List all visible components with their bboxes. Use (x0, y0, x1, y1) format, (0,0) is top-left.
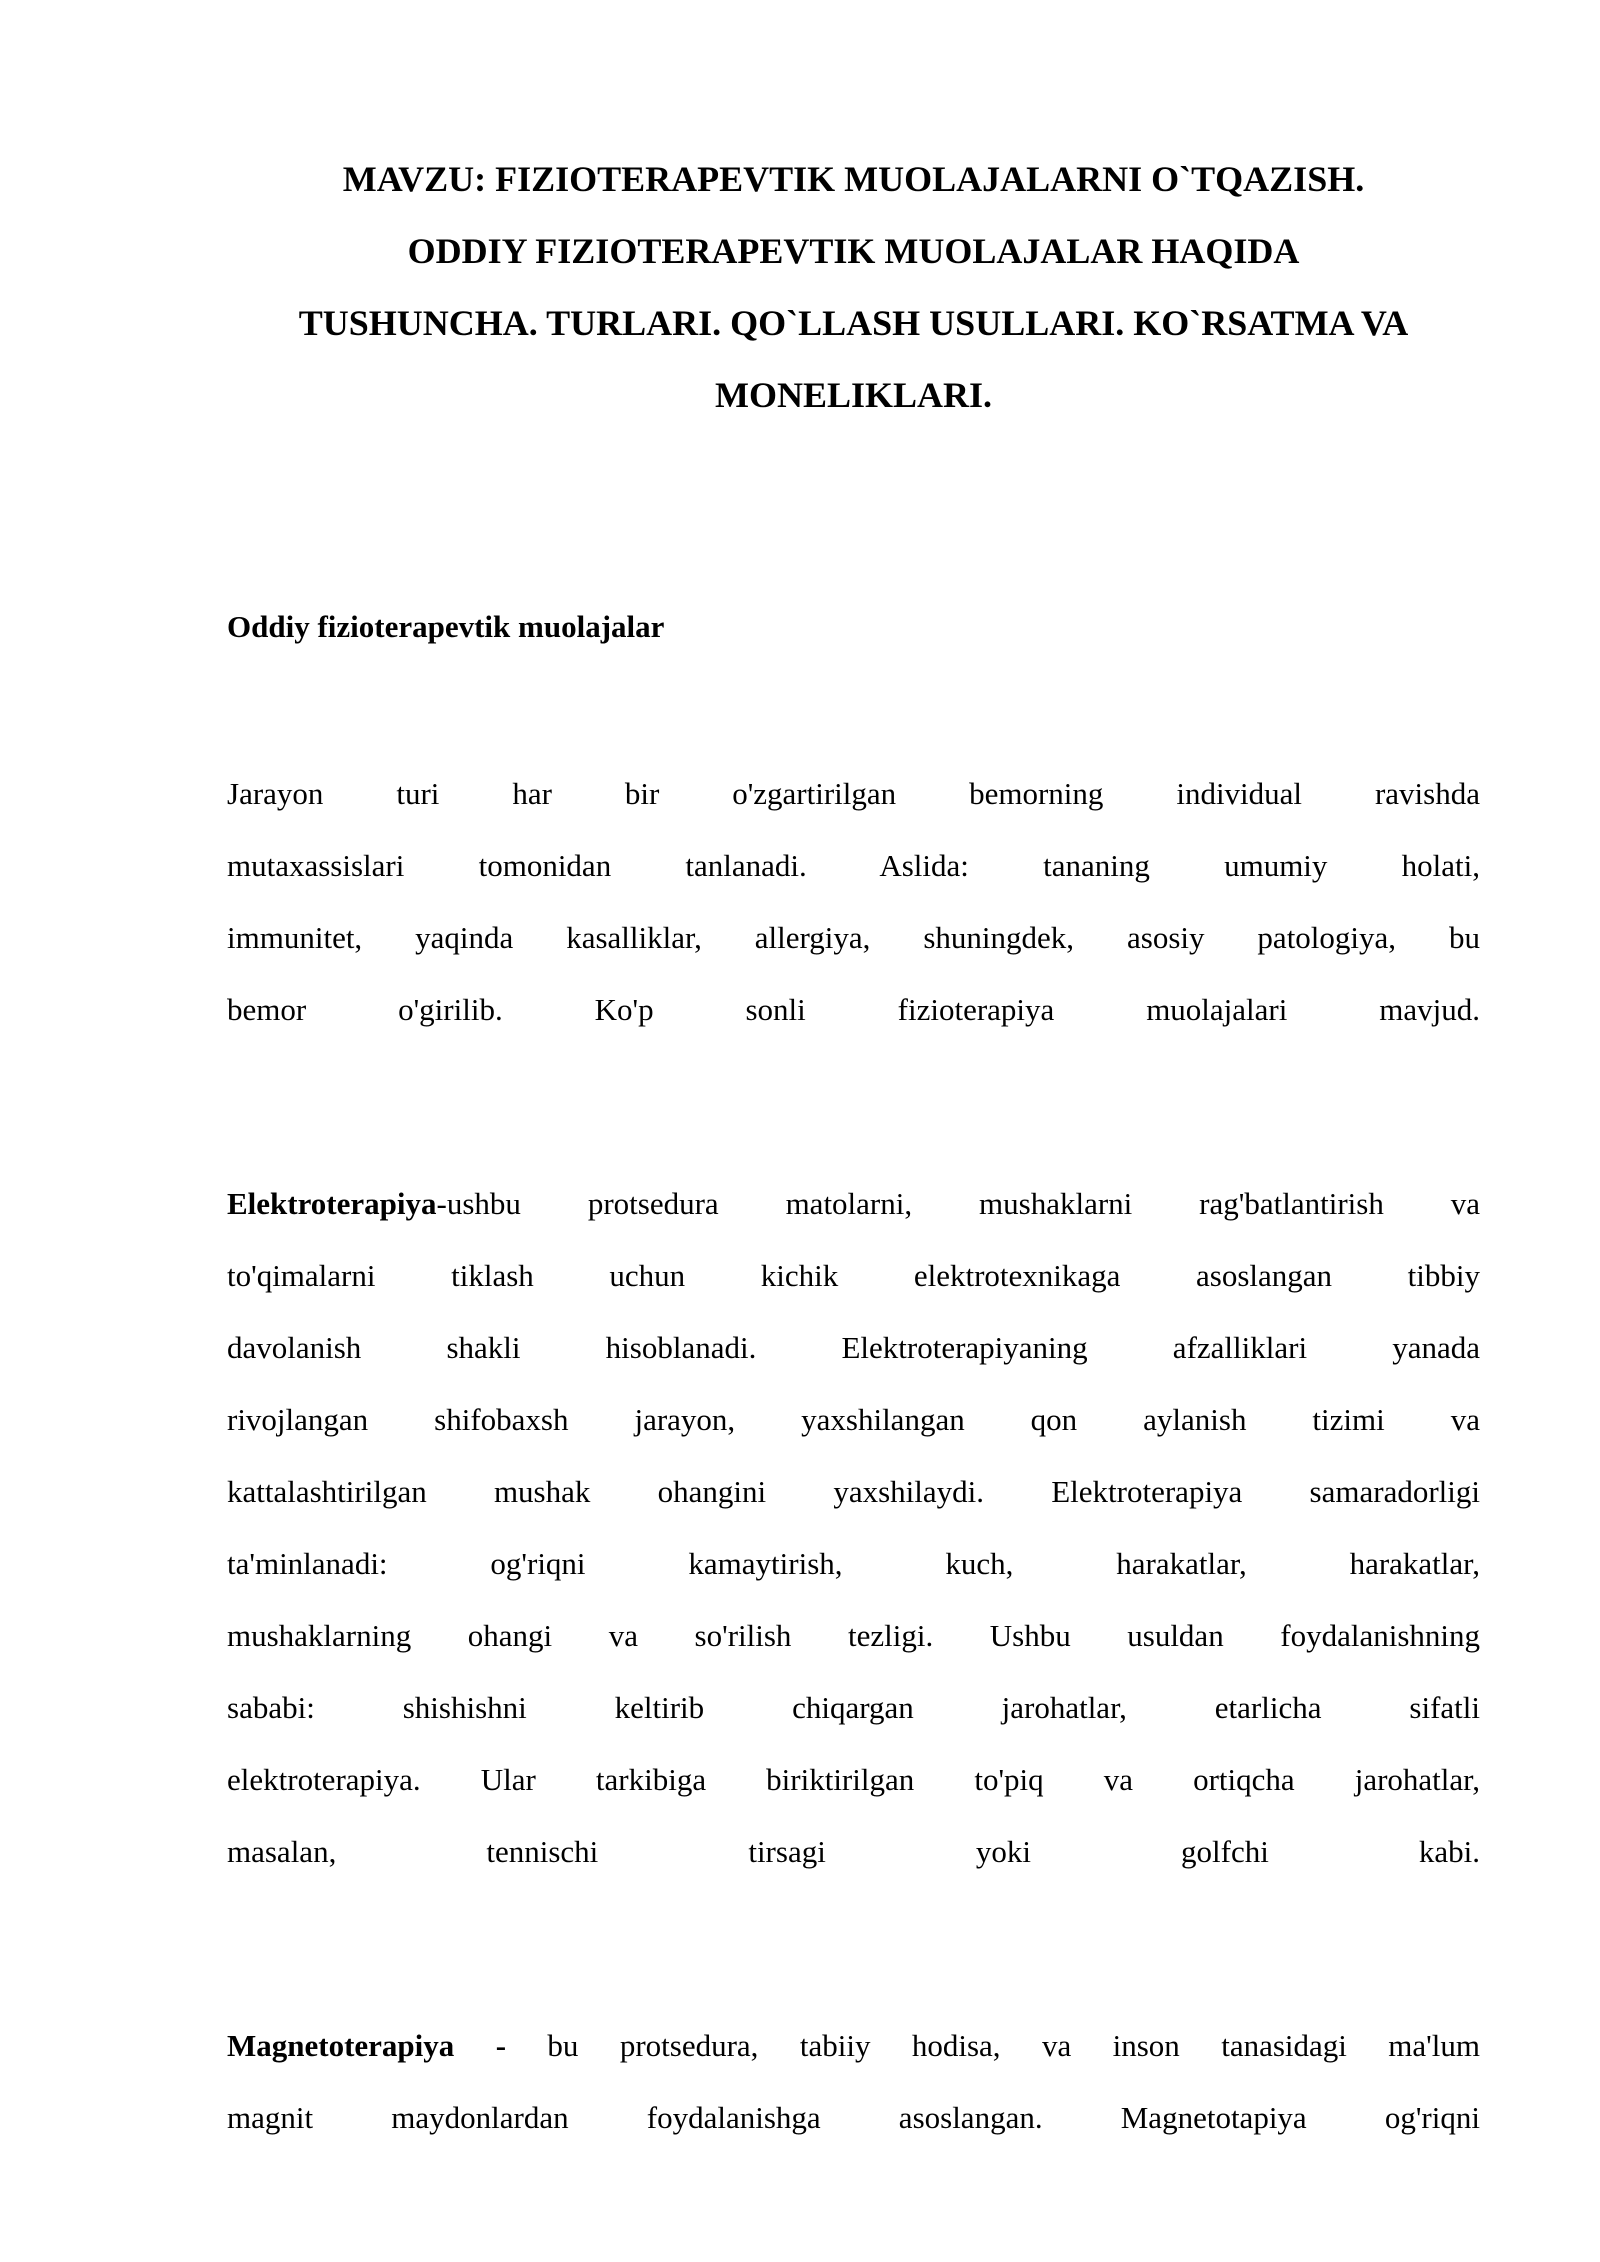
document-body (227, 758, 1480, 2154)
text-line: to'qimalarni tiklash uchun kichik elektrotexnikaga asoslangan tibbiy (227, 1258, 1480, 1293)
text-line: ta'minlanadi: og'riqni kamaytirish, kuch, harakatlar, harakatlar, (227, 1546, 1480, 1581)
text-line: rivojlangan shifobaxsh jarayon, yaxshilangan qon aylanish tizimi va (227, 1402, 1480, 1437)
text-line: Jarayon turi har bir o'zgartirilgan bemorning individual ravishda (227, 776, 1480, 811)
text-line: bemor o'girilib. Ko'p sonli fizioterapiya muolajalari mavjud. (227, 992, 1480, 1027)
text-line: kattalashtirilgan mushak ohangini yaxshilaydi. Elektroterapiya samaradorligi (227, 1474, 1480, 1509)
text-line: sababi: shishishni keltirib chiqargan jarohatlar, etarlicha sifatli (227, 1690, 1480, 1725)
text-line: immunitet, yaqinda kasalliklar, allergiya, shuningdek, asosiy patologiya, bu (227, 920, 1480, 955)
paragraph (227, 758, 1480, 1046)
text-line: magnit maydonlardan foydalanishga asoslangan. Magnetotapiya og'riqni (227, 2100, 1480, 2135)
text-line: elektroterapiya. Ular tarkibiga biriktirilgan to'piq va ortiqcha jarohatlar, (227, 1762, 1480, 1797)
paragraph (227, 1168, 1480, 1888)
text-line: davolanish shakli hisoblanadi. Elektroterapiyaning afzalliklari yanada (227, 1330, 1480, 1365)
title-line: MONELIKLARI. (714, 375, 993, 415)
lead-term: Magnetoterapiya - (227, 2028, 507, 2063)
lead-term: Elektroterapiya (227, 1186, 437, 1221)
text-line: mushaklarning ohangi va so'rilish tezligi. Ushbu usuldan foydalanishning (227, 1618, 1480, 1653)
text-line: Magnetoterapiya - bu protsedura, tabiiy hodisa, va inson tanasidagi ma'lum (227, 2028, 1480, 2063)
document-title (227, 143, 1480, 431)
section-heading: Oddiy fizioterapevtik muolajalar (227, 609, 665, 644)
text-line: mutaxassislari tomonidan tanlanadi. Aslida: tananing umumiy holati, (227, 848, 1480, 883)
title-line: ODDIY FIZIOTERAPEVTIK MUOLAJALAR HAQIDA (407, 231, 1300, 271)
paragraph (227, 2010, 1480, 2154)
title-line: MAVZU: FIZIOTERAPEVTIK MUOLAJALARNI O`TQAZISH. (342, 159, 1365, 199)
title-line: TUSHUNCHA. TURLARI. QO`LLASH USULLARI. KO`RSATMA VA (298, 303, 1409, 343)
text-line: masalan, tennischi tirsagi yoki golfchi kabi. (227, 1834, 1480, 1869)
text-line: Elektroterapiya-ushbu protsedura matolarni, mushaklarni rag'batlantirish va (227, 1186, 1480, 1221)
